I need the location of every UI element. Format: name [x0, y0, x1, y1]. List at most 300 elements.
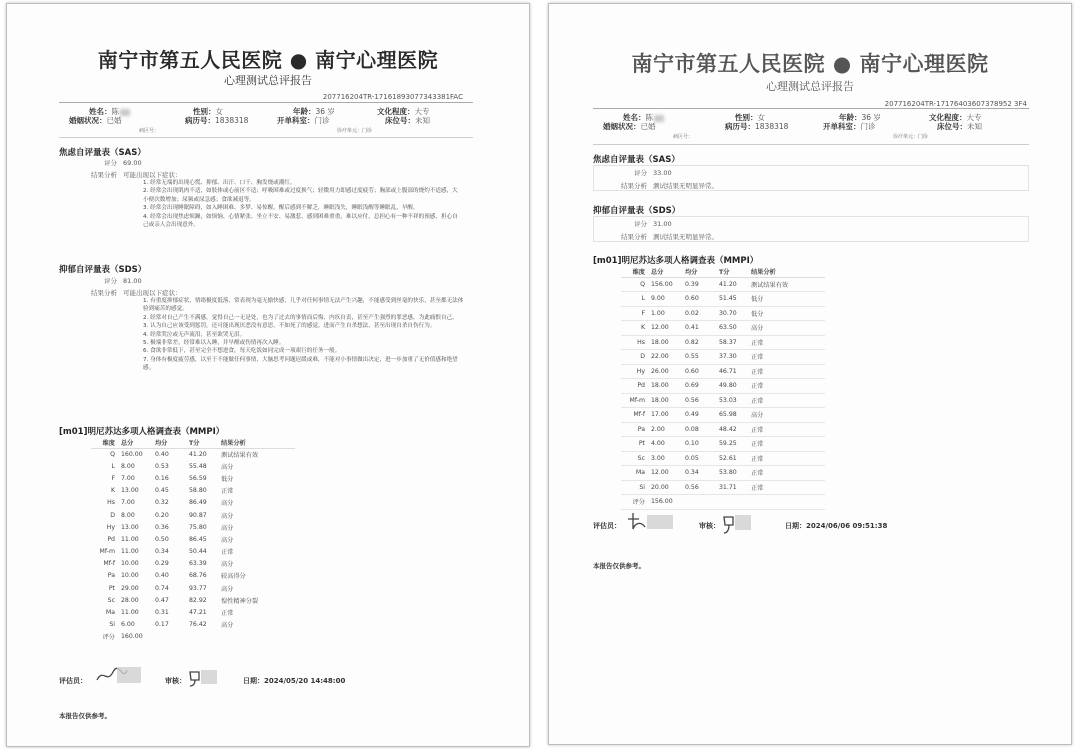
mmpi-row [621, 335, 825, 350]
sds-analysis-item: 2. 经常对自己产生不满感，觉得自己一无是处，也为了过去的事情而后悔、内疚自责，甚至产生强烈的罪恶感，为此痛恨自己。 [143, 314, 458, 321]
mmpi-avg-score: 0.34 [155, 548, 169, 556]
mmpi-avg-score: 0.34 [685, 466, 719, 481]
mmpi-raw-score: 11.00 [121, 535, 139, 543]
mmpi-raw-score: 20.00 [651, 480, 685, 495]
mmpi-t-score: 55.48 [189, 462, 207, 470]
sds-analysis-item: 7. 身体有极度疲劳感，以至于不能做任何事情，大脑思考问题迟缓或难，不能对小事情做出决定，进一步加重了无价值感和绝望感。 [143, 356, 458, 372]
mmpi-row [91, 472, 295, 484]
mmpi-raw-score: 2.00 [651, 422, 685, 437]
score-label: 评分 [104, 277, 117, 285]
patient-marital: 已婚 [106, 116, 122, 125]
sas-analysis: 测试结果无明显异常。 [653, 182, 718, 190]
mmpi-raw-score: 160.00 [121, 450, 143, 458]
mmpi-result: 正常 [751, 393, 825, 408]
mmpi-t-score: 63.50 [719, 321, 751, 336]
col-scale: 维度 [621, 266, 651, 277]
mmpi-scale: Ma [621, 466, 651, 481]
report-sheet-1 [6, 3, 530, 747]
mmpi-scale: D [621, 350, 651, 365]
mmpi-result [221, 631, 295, 643]
mmpi-raw-score: 11.00 [121, 548, 139, 556]
mmpi-row [621, 350, 825, 365]
mmpi-avg-score: 0.45 [155, 487, 169, 495]
reviewer-signature [187, 666, 223, 688]
analysis-label: 结果分析 [91, 171, 117, 179]
mmpi-result: 正常 [751, 480, 825, 495]
mmpi-result: 高分 [221, 622, 234, 630]
mmpi-t-score: 68.76 [189, 572, 207, 580]
footer-note: 本报告仅供参考。 [59, 712, 111, 720]
patient-info [593, 108, 1029, 145]
mmpi-title: [m01]明尼苏达多项人格调查表（MMPI） [593, 256, 759, 266]
mmpi-avg-score: 0.41 [685, 321, 719, 336]
record-label: 病历号： [725, 122, 755, 131]
patient-dept: 门诊 [314, 116, 330, 125]
mmpi-raw-score: 29.00 [121, 584, 139, 592]
analysis-label: 结果分析 [621, 233, 647, 241]
mmpi-raw-score: 8.00 [121, 462, 135, 470]
mmpi-result: 高分 [221, 512, 234, 520]
dept-label: 开单科室： [277, 116, 315, 125]
mmpi-result: 正常 [751, 364, 825, 379]
mmpi-row [91, 521, 295, 533]
mmpi-raw-score: 3.00 [651, 451, 685, 466]
sds-analysis [143, 297, 467, 373]
mmpi-avg-score: 0.49 [685, 408, 719, 423]
mmpi-result: 正常 [221, 549, 234, 557]
patient-gender: 女 [757, 113, 765, 122]
evaluator-label: 评估员： [59, 677, 87, 685]
mmpi-row [91, 582, 295, 594]
mmpi-result: 低分 [221, 475, 234, 483]
patient-gender: 女 [215, 107, 223, 116]
col-result: 结果分析 [221, 437, 295, 448]
sds-analysis-item: 4. 经常哭泣或无声流泪，甚至欲哭无泪。 [143, 331, 246, 338]
mmpi-scale: Hy [621, 364, 651, 379]
mmpi-row [91, 570, 295, 582]
col-t: T分 [189, 437, 221, 448]
unit-value: 门诊 [918, 134, 929, 140]
mmpi-t-score [189, 631, 221, 643]
mmpi-raw-score: 160.00 [121, 633, 143, 641]
col-raw: 总分 [121, 437, 155, 448]
mmpi-row [621, 451, 825, 466]
col-raw: 总分 [651, 266, 685, 277]
mmpi-result: 高分 [221, 585, 234, 593]
mmpi-raw-score: 18.00 [651, 379, 685, 394]
mmpi-table [621, 266, 825, 510]
mmpi-t-score: 41.20 [719, 277, 751, 292]
mmpi-row [621, 321, 825, 336]
mmpi-t-score: 56.59 [189, 474, 207, 482]
patient-info [59, 102, 473, 138]
mmpi-result: 正常 [751, 466, 825, 481]
mmpi-avg-score: 0.56 [685, 480, 719, 495]
date-row [243, 676, 345, 686]
mmpi-scale: Q [621, 277, 651, 292]
mmpi-t-score: 47.21 [189, 609, 207, 617]
mmpi-result: 正常 [751, 379, 825, 394]
mmpi-scale: Sc [107, 596, 115, 604]
mmpi-raw-score: 17.00 [651, 408, 685, 423]
sds-analysis-item: 3. 认为自己应该受到惩罚，还可能出现厌恶没有意思，不如死了的感觉。进而产生自杀想法，甚至出现自杀自伤行为。 [143, 323, 436, 330]
score-label: 评分 [634, 169, 647, 177]
mmpi-t-score: 86.45 [189, 535, 207, 543]
evaluator-signature [93, 662, 143, 688]
mmpi-avg-score: 0.47 [155, 596, 169, 604]
mmpi-result: 高分 [751, 321, 825, 336]
education-label: 文化程度： [377, 107, 415, 116]
mmpi-avg-score: 0.02 [685, 306, 719, 321]
mmpi-avg-score: 0.69 [685, 379, 719, 394]
mmpi-scale: Hy [106, 523, 115, 531]
patient-record-no: 1838318 [215, 116, 249, 125]
mmpi-row [91, 509, 295, 521]
mmpi-avg-score: 0.53 [155, 462, 169, 470]
mmpi-row [91, 558, 295, 570]
mmpi-raw-score: 12.00 [651, 466, 685, 481]
mmpi-result: 较高得分 [221, 573, 246, 581]
mmpi-title: [m01]明尼苏达多项人格调查表（MMPI） [59, 427, 225, 437]
mmpi-raw-score: 18.00 [651, 393, 685, 408]
sas-analysis-item: 3. 经常会出现睡眠障碍，如入睡困难、多梦、易惊醒，醒后感到不解乏，睡眠浅失，睡眠浅醒等睡眠乱，早醒。 [143, 205, 419, 212]
mmpi-raw-score: 8.00 [121, 511, 135, 519]
mmpi-result [751, 495, 825, 510]
mmpi-row [91, 546, 295, 558]
mmpi-t-score: 53.03 [719, 393, 751, 408]
mmpi-avg-score: 0.20 [155, 511, 169, 519]
patient-record-no: 1838318 [755, 122, 789, 131]
name-label: 姓名： [89, 107, 112, 116]
mmpi-avg-score: 0.08 [685, 422, 719, 437]
name-label: 姓名： [623, 113, 646, 122]
mmpi-avg-score: 0.05 [685, 451, 719, 466]
mmpi-avg-score [155, 631, 189, 643]
mmpi-result: 高分 [221, 463, 234, 471]
mmpi-row [621, 480, 825, 495]
sas-title: 焦虑自评量表（SAS） [593, 155, 680, 165]
report-number: 207716204TR-17161893077343381FAC [322, 93, 463, 101]
mmpi-scale: Hs [107, 499, 115, 507]
mmpi-avg-score: 0.74 [155, 584, 169, 592]
sds-analysis-item: 6. 食欲非常低下，甚至完全不想进食，每天吃饭如同完成一项艰巨的任务一般。 [143, 348, 341, 355]
mmpi-raw-score: 11.00 [121, 609, 139, 617]
mmpi-t-score: 53.80 [719, 466, 751, 481]
patient-marital: 已婚 [640, 122, 656, 131]
sas-analysis-row [617, 181, 718, 190]
mmpi-result: 高分 [221, 524, 234, 532]
ward-label: 病区号： [673, 134, 694, 140]
mmpi-avg-score: 0.56 [685, 393, 719, 408]
age-label: 年龄： [293, 107, 316, 116]
sds-score: 81.00 [123, 277, 142, 285]
footer-note: 本报告仅供参考。 [593, 562, 645, 570]
mmpi-raw-score: 12.00 [651, 321, 685, 336]
mmpi-scale: 评分 [102, 634, 115, 642]
mmpi-result: 正常 [751, 350, 825, 365]
report-title: 心理测试总评报告 [224, 74, 312, 87]
mmpi-row [91, 631, 295, 643]
mmpi-row [621, 437, 825, 452]
mmpi-result: 正常 [751, 335, 825, 350]
mmpi-raw-score: 156.00 [651, 495, 685, 510]
col-avg: 均分 [155, 437, 189, 448]
evaluation-date: 2024/06/06 09:51:38 [806, 522, 888, 530]
mmpi-row [621, 393, 825, 408]
mmpi-t-score: 75.80 [189, 523, 207, 531]
sas-title: 焦虑自评量表（SAS） [59, 148, 146, 158]
unit-label: 诊疗单元： [893, 134, 919, 140]
mmpi-raw-score: 9.00 [651, 292, 685, 307]
age-label: 年龄： [839, 113, 862, 122]
sds-score-row [617, 219, 672, 228]
mmpi-t-score: 46.71 [719, 364, 751, 379]
sds-score-row [87, 276, 142, 285]
sds-score: 31.00 [653, 220, 672, 228]
unit-value: 门诊 [362, 128, 373, 134]
mmpi-row [91, 594, 295, 606]
mmpi-t-score: 52.61 [719, 451, 751, 466]
mmpi-scale: Ma [105, 609, 115, 617]
report-number: 207716204TR-17176403607378952 3F4 [884, 100, 1027, 108]
record-label: 病历号： [185, 116, 215, 125]
mmpi-result: 惶性精神分裂 [221, 597, 259, 605]
patient-bed: 未知 [415, 116, 430, 125]
score-label: 评分 [634, 220, 647, 228]
mmpi-scale: Q [110, 450, 115, 458]
mmpi-row [621, 422, 825, 437]
sds-title: 抑郁自评量表（SDS） [59, 265, 147, 275]
mmpi-t-score: 76.42 [189, 621, 207, 629]
date-label: 日期： [243, 677, 264, 685]
mmpi-raw-score: 10.00 [121, 560, 139, 568]
mmpi-scale: K [621, 321, 651, 336]
mmpi-row [621, 277, 825, 292]
mmpi-avg-score: 0.60 [685, 364, 719, 379]
mmpi-scale: L [111, 462, 115, 470]
mmpi-raw-score: 13.00 [121, 523, 139, 531]
mmpi-scale: Pd [621, 379, 651, 394]
mmpi-scale: Mf-m [621, 393, 651, 408]
mmpi-raw-score: 10.00 [121, 572, 139, 580]
mmpi-scale: F [621, 306, 651, 321]
hospital-name: 南宁市第五人民医院 ● 南宁心理医院 [631, 52, 989, 76]
mmpi-row [621, 379, 825, 394]
mmpi-avg-score: 0.31 [155, 609, 169, 617]
mmpi-t-score: 31.71 [719, 480, 751, 495]
sds-analysis-row [87, 288, 182, 297]
mmpi-t-score: 51.45 [719, 292, 751, 307]
marital-label: 婚姻状况： [603, 122, 641, 131]
sds-title: 抑郁自评量表（SDS） [593, 206, 681, 216]
mmpi-avg-score: 0.17 [155, 621, 169, 629]
mmpi-scale: Sc [621, 451, 651, 466]
mmpi-t-score: 90.87 [189, 511, 207, 519]
mmpi-t-score: 59.25 [719, 437, 751, 452]
patient-education: 大专 [414, 107, 430, 116]
mmpi-raw-score: 7.00 [121, 499, 135, 507]
sas-analysis-row [87, 170, 182, 179]
analysis-label: 结果分析 [621, 182, 647, 190]
mmpi-scale: Si [621, 480, 651, 495]
mmpi-t-score [719, 495, 751, 510]
mmpi-avg-score: 0.29 [155, 560, 169, 568]
gender-label: 性别： [193, 107, 216, 116]
mmpi-avg-score: 0.16 [155, 474, 169, 482]
col-scale: 维度 [91, 437, 121, 448]
mmpi-t-score: 58.37 [719, 335, 751, 350]
mmpi-raw-score: 6.00 [121, 621, 135, 629]
mmpi-t-score: 41.20 [189, 450, 207, 458]
mmpi-result: 正常 [751, 451, 825, 466]
mmpi-result: 高分 [221, 561, 234, 569]
patient-dept: 门诊 [860, 122, 876, 131]
mmpi-result: 测试结果有效 [751, 277, 825, 292]
mmpi-row [91, 606, 295, 618]
mmpi-avg-score: 0.36 [155, 523, 169, 531]
mmpi-table [91, 437, 295, 643]
sas-score: 33.00 [653, 169, 672, 177]
col-t: T分 [719, 266, 751, 277]
analysis-label: 结果分析 [91, 289, 117, 297]
mmpi-scale: 评分 [621, 495, 651, 510]
mmpi-row [91, 497, 295, 509]
sds-analysis: 测试结果无明显异常。 [653, 233, 718, 241]
mmpi-scale: Pt [108, 584, 115, 592]
sds-analysis-row [617, 232, 718, 241]
mmpi-scale: Pd [107, 535, 115, 543]
mmpi-scale: D [110, 511, 115, 519]
mmpi-row [621, 364, 825, 379]
education-label: 文化程度： [929, 113, 967, 122]
report-title: 心理测试总评报告 [766, 80, 854, 93]
mmpi-raw-score: 1.00 [651, 306, 685, 321]
mmpi-raw-score: 13.00 [121, 487, 139, 495]
mmpi-t-score: 48.42 [719, 422, 751, 437]
mmpi-scale: Pa [107, 572, 115, 580]
patient-age: 36 岁 [861, 113, 881, 122]
mmpi-header-row [621, 266, 825, 277]
patient-name: 陈 [645, 113, 653, 122]
mmpi-avg-score: 0.50 [155, 535, 169, 543]
mmpi-scale: Pa [621, 422, 651, 437]
mmpi-row [621, 408, 825, 423]
mmpi-row [621, 292, 825, 307]
dept-label: 开单科室： [823, 122, 861, 131]
marital-label: 婚姻状况： [69, 116, 107, 125]
reviewer-signature [721, 511, 757, 535]
mmpi-scale: Mf-m [99, 548, 115, 556]
mmpi-avg-score: 0.60 [685, 292, 719, 307]
mmpi-avg-score: 0.55 [685, 350, 719, 365]
mmpi-result: 测试结果有效 [221, 451, 259, 459]
mmpi-result: 正常 [751, 422, 825, 437]
mmpi-row [621, 306, 825, 321]
mmpi-result: 低分 [751, 292, 825, 307]
mmpi-row [91, 448, 295, 460]
mmpi-avg-score: 0.39 [685, 277, 719, 292]
mmpi-avg-score: 0.82 [685, 335, 719, 350]
unit-label: 诊疗单元： [337, 128, 363, 134]
mmpi-raw-score: 7.00 [121, 474, 135, 482]
mmpi-row [91, 533, 295, 545]
date-row [785, 521, 887, 531]
mmpi-t-score: 82.92 [189, 596, 207, 604]
patient-bed: 未知 [967, 122, 982, 131]
date-label: 日期： [785, 522, 806, 530]
col-result: 结果分析 [751, 266, 825, 277]
gender-label: 性别： [735, 113, 758, 122]
mmpi-scale: Mf-f [103, 560, 115, 568]
mmpi-result: 高分 [221, 536, 234, 544]
patient-name: 陈 [111, 107, 119, 116]
mmpi-row [91, 460, 295, 472]
sas-analysis-item: 4. 经常会出现焦虑烦躁，如烦恼、心情紧张、坐立不安、易激惹、感到困难重重，难以应付，总担心有一种不祥的预感，担心自己或亲人会出现意外。 [143, 213, 458, 229]
mmpi-raw-score: 22.00 [651, 350, 685, 365]
mmpi-row [621, 495, 825, 510]
sas-analysis-intro: 可能出现以下症状： [123, 171, 182, 179]
mmpi-scale: F [111, 474, 115, 482]
mmpi-result: 高分 [221, 500, 234, 508]
reviewer-label: 审核： [699, 522, 720, 530]
mmpi-raw-score: 28.00 [121, 596, 139, 604]
mmpi-avg-score: 0.10 [685, 437, 719, 452]
mmpi-result: 正常 [221, 488, 234, 496]
score-label: 评分 [104, 159, 117, 167]
reviewer-label: 审核： [165, 677, 186, 685]
report-sheet-2 [548, 3, 1072, 745]
sds-analysis-item: 1. 有重度抑郁症状，情绪极度低落，常表现为毫无愉快感，几乎对任何事情无法产生兴趣，不能感受到丝毫的快乐，甚至都无法体验到痛苦的感觉。 [143, 298, 464, 313]
mmpi-avg-score: 0.32 [155, 499, 169, 507]
mmpi-t-score: 58.80 [189, 487, 207, 495]
col-avg: 均分 [685, 266, 719, 277]
evaluator-label: 评估员： [593, 522, 621, 530]
mmpi-t-score: 30.70 [719, 306, 751, 321]
mmpi-row [621, 466, 825, 481]
mmpi-avg-score: 0.40 [155, 450, 169, 458]
mmpi-result: 正常 [751, 437, 825, 452]
sas-analysis-item: 1. 经常无端的出现心慌、抑郁、出汗、口干、胸发烧或潮红。 [143, 180, 296, 186]
sas-score-row [617, 168, 672, 177]
evaluation-date: 2024/05/20 14:48:00 [264, 677, 346, 685]
mmpi-t-score: 50.44 [189, 548, 207, 556]
mmpi-t-score: 86.49 [189, 499, 207, 507]
mmpi-raw-score: 18.00 [651, 335, 685, 350]
mmpi-scale: Mf-f [621, 408, 651, 423]
mmpi-scale: K [110, 487, 115, 495]
mmpi-raw-score: 4.00 [651, 437, 685, 452]
bed-label: 床位号： [385, 116, 415, 125]
evaluator-signature [625, 509, 677, 535]
mmpi-raw-score: 156.00 [651, 277, 685, 292]
mmpi-scale: Pt [621, 437, 651, 452]
mmpi-avg-score [685, 495, 719, 510]
mmpi-avg-score: 0.40 [155, 572, 169, 580]
mmpi-scale: Hs [621, 335, 651, 350]
sas-score-row [87, 158, 142, 167]
mmpi-scale: Si [109, 621, 115, 629]
patient-age: 36 岁 [315, 107, 335, 116]
mmpi-t-score: 65.98 [719, 408, 751, 423]
mmpi-result: 高分 [751, 408, 825, 423]
mmpi-t-score: 63.39 [189, 560, 207, 568]
mmpi-t-score: 93.77 [189, 584, 207, 592]
bed-label: 床位号： [937, 122, 967, 131]
sas-analysis [143, 179, 463, 229]
sas-score: 69.00 [123, 159, 142, 167]
mmpi-row [91, 485, 295, 497]
mmpi-scale: L [621, 292, 651, 307]
